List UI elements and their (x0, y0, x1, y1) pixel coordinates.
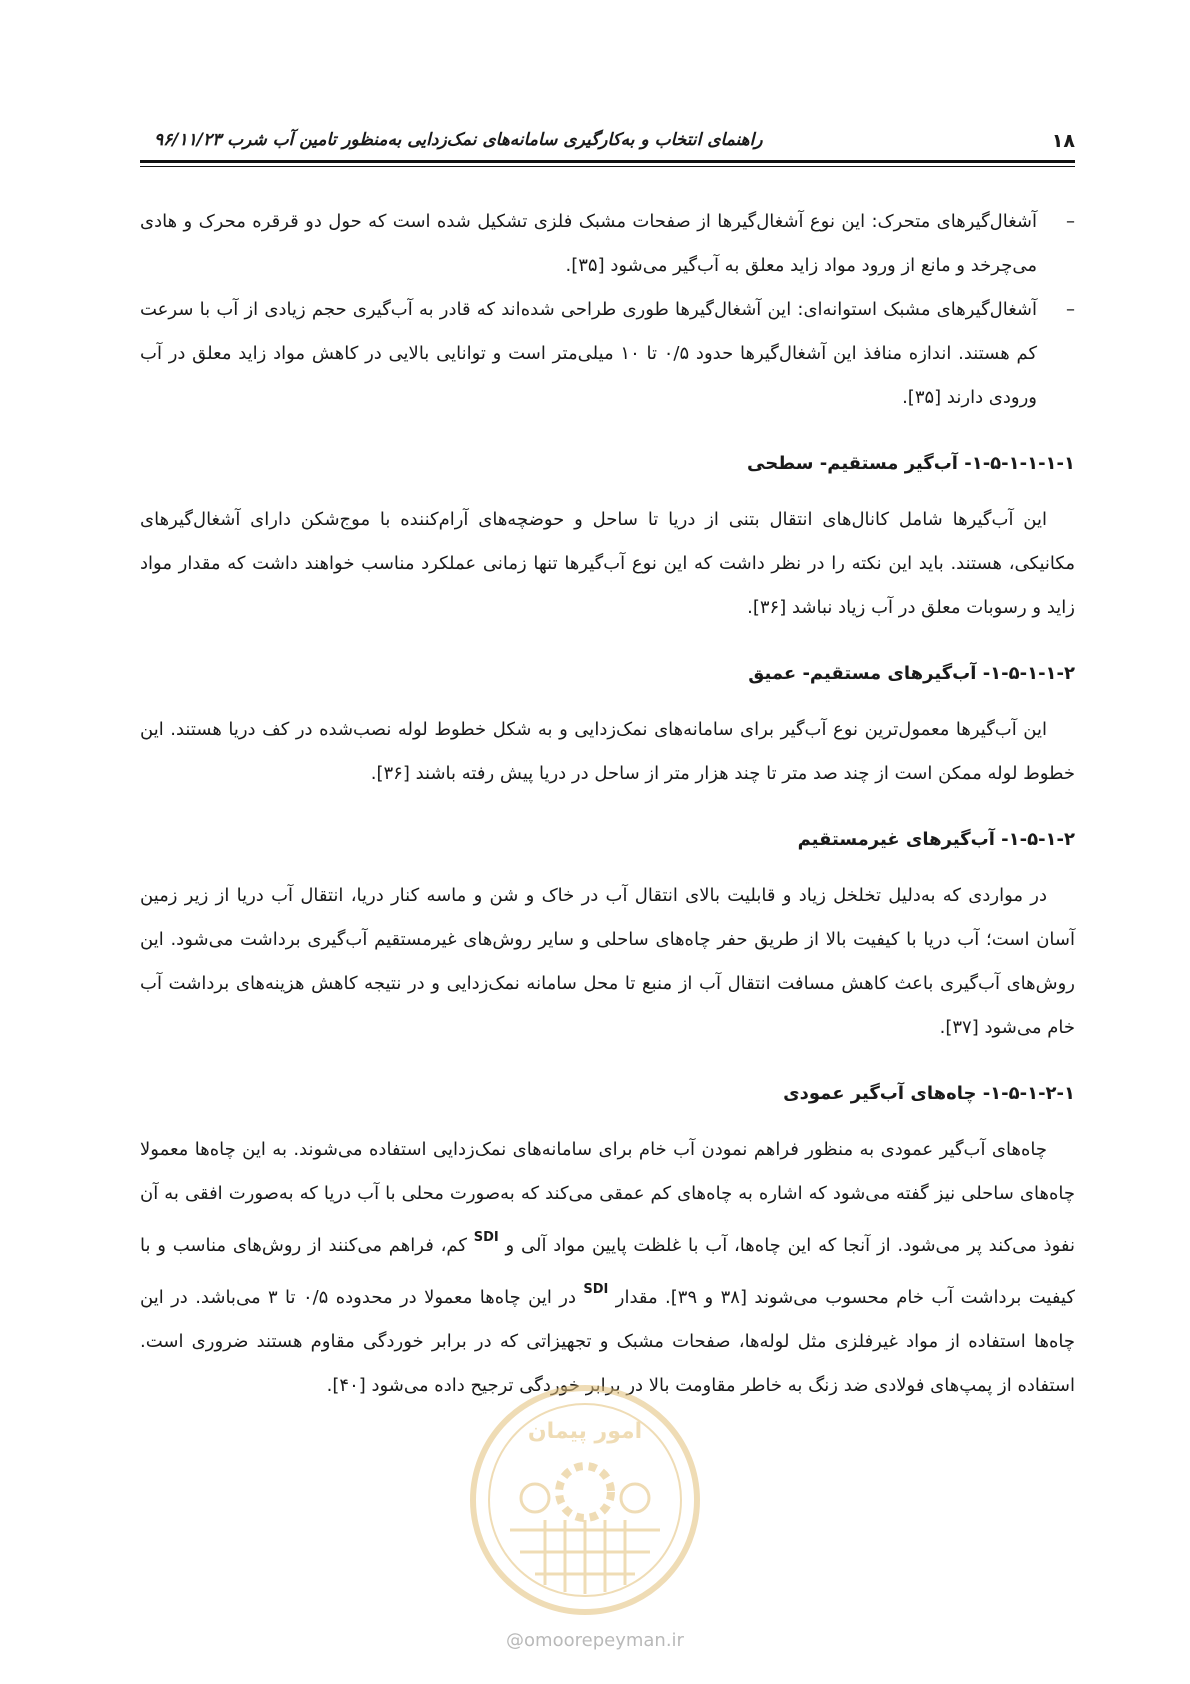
page-header (140, 122, 1075, 162)
header-rule-thin (140, 166, 1075, 167)
section-paragraph (140, 1128, 1075, 1408)
page-number: ۱۸ (1051, 130, 1075, 152)
watermark-grid (510, 1520, 660, 1594)
paragraph-text: چاه‌های آب‌گیر عمودی به منظور فراهم نمودن آب خام برای سامانه‌های نمک‌زدایی استفاده می‌شوند. به این چاه‌ها معمولا چاه‌های ساحلی نیز گفته می‌شود که اشاره به چاه‌های کم عمقی می‌کند که به‌صورت محلی با آب دریا که به‌صورت افقی به آن نفوذ می‌کند پر می‌شود. از آنجا که این چاه‌ها، آب با غلظت پایین مواد آلی و (140, 1139, 1075, 1256)
excavator-icon (621, 1484, 649, 1512)
section-paragraph: این آب‌گیرها شامل کانال‌های انتقال بتنی از دریا تا ساحل و حوضچه‌های آرام‌کننده با موج‌شکن دارای آشغال‌گیرهای مکانیکی، هستند. باید این نکته را در نظر داشت که این نوع آب‌گیرها تنها زمانی عملکرد مناسب خواهند داشت که مقدار مواد زاید و رسوبات معلق در آب زیاد نباشد [۳۶]. (140, 509, 1075, 618)
section-heading: ۱-۵-۱-۱-۱-۱- آب‌گیر مستقیم- سطحی (747, 453, 1075, 474)
section-heading: ۱-۵-۱-۲- آب‌گیرهای غیرمستقیم (797, 829, 1075, 850)
bullet-item (140, 200, 1075, 288)
bullet-item (140, 288, 1075, 420)
paragraph-text: در این چاه‌ها معمولا در محدوده ۰/۵ تا ۳ می‌باشد. در این چاه‌ها استفاده از مواد غیرفلزی مثل لوله‌ها، صفحات مشبک و تجهیزاتی که در برابر خوردگی مقاوم هستند ضروری است. استفاده از پمپ‌های فولادی ضد زنگ به خاطر مقاومت بالا در برابر خوردگی ترجیح داده می‌شود [۴۰]. (140, 1287, 1075, 1396)
section-paragraph: در مواردی که به‌دلیل تخلخل زیاد و قابلیت بالای انتقال آب در خاک و شن و ماسه کنار دریا، انتقال آب دریا از زیر زمین آسان است؛ آب دریا با کیفیت بالا از طریق حفر چاه‌های ساحلی و سایر روش‌های غیرمستقیم آب‌گیری برداشت می‌شود. این روش‌های آب‌گیری باعث کاهش مسافت انتقال آب از منبع تا محل سامانه نمک‌زدایی و در نتیجه کاهش هزینه‌های برداشت آب خام می‌شود [۳۷]. (140, 885, 1075, 1038)
header-title (140, 130, 763, 150)
watermark-url: @omoorepeyman.ir (506, 1630, 684, 1651)
gear-icon (559, 1466, 611, 1518)
header-title-text: راهنمای انتخاب و به‌کارگیری سامانه‌های نمک‌زدایی به‌منظور تامین آب شرب (227, 130, 763, 150)
header-rule-thick (140, 160, 1075, 163)
section-heading: ۱-۵-۱-۲-۱- چاه‌های آب‌گیر عمودی (783, 1083, 1075, 1104)
scale-icon (521, 1484, 549, 1512)
paragraph-text: کم، فراهم می‌کنند از روش‌های مناسب و با کیفیت برداشت آب خام محسوب می‌شوند [۳۸ و ۳۹]. مقدار (140, 1235, 1076, 1308)
watermark-logo-text: امور پیمان (527, 1419, 643, 1444)
section-paragraph: این آب‌گیرها معمول‌ترین نوع آب‌گیر برای سامانه‌های نمک‌زدایی و به شکل خطوط لوله نصب‌شده در کف دریا هستند. این خطوط لوله ممکن است از چند صد متر تا چند هزار متر از ساحل در دریا پیش رفته باشند [۳۶]. (140, 719, 1075, 784)
page-content (140, 200, 1075, 1408)
header-date: ۹۶/۱۱/۲۳ (154, 130, 222, 150)
watermark-logo (465, 1380, 705, 1620)
sdi-abbrev: SDI (473, 1230, 499, 1245)
bullet-text: آشغال‌گیرهای مشبک استوانه‌ای: این آشغال‌گیرها طوری طراحی شده‌اند که قادر به آب‌گیری حجم زیادی از آب با سرعت کم هستند. اندازه منافذ این آشغال‌گیرها حدود ۰/۵ تا ۱۰ میلی‌متر است و توانایی بالایی در کاهش مواد زاید معلق در آب ورودی دارند [۳۵]. (140, 299, 1038, 408)
bullet-dash: – (1066, 211, 1075, 232)
section-heading: ۱-۵-۱-۱-۲- آب‌گیرهای مستقیم- عمیق (748, 663, 1075, 684)
sdi-abbrev: SDI (583, 1282, 609, 1297)
bullet-text: آشغال‌گیرهای متحرک: این نوع آشغال‌گیرها از صفحات مشبک فلزی تشکیل شده است که حول دو قرقره محرک و هادی می‌چرخد و مانع از ورود مواد زاید معلق به آب‌گیر می‌شود [۳۵]. (140, 211, 1037, 276)
bullet-dash: – (1066, 299, 1075, 320)
